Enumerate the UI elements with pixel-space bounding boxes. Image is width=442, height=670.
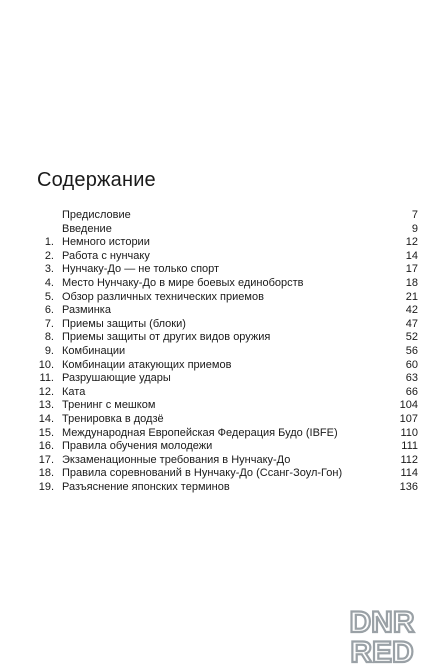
toc-title: Место Нунчаку-До в мире боевых единоборств <box>62 276 304 289</box>
toc-title: Предисловие <box>62 209 131 221</box>
toc-title: Правила соревнований в Нунчаку-До (Ссанг-Зоул-Гон) <box>62 467 343 480</box>
toc-page-number: 114 <box>400 467 418 480</box>
toc-number: 2. <box>44 249 54 262</box>
toc-row <box>36 481 418 495</box>
toc-row <box>36 399 418 413</box>
watermark-line-2: RED <box>350 636 414 665</box>
toc-row <box>36 304 418 318</box>
toc-number: 3. <box>44 263 54 276</box>
toc-title: Комбинации <box>62 344 126 357</box>
toc-page-number: 66 <box>405 385 418 398</box>
toc-page-number: 21 <box>405 290 418 303</box>
toc-row <box>36 427 418 441</box>
toc-number: 6. <box>44 304 54 317</box>
toc-page-number: 47 <box>405 317 418 330</box>
toc-number: 4. <box>44 276 54 289</box>
toc-page-number: 14 <box>405 249 418 262</box>
toc-title: Экзаменационные требования в Нунчаку-До <box>62 453 291 466</box>
toc-number: 18. <box>38 467 54 480</box>
table-of-contents <box>36 209 418 494</box>
toc-page-number: 7 <box>411 209 418 221</box>
toc-row <box>36 454 418 468</box>
toc-row <box>36 209 418 223</box>
toc-title: Приемы защиты (блоки) <box>62 317 186 330</box>
toc-title: Ката <box>62 385 86 398</box>
toc-page-number: 42 <box>405 304 418 317</box>
page-title: Содержание <box>37 169 156 192</box>
toc-title: Разъяснение японских терминов <box>62 480 230 493</box>
toc-title: Работа с нунчаку <box>62 249 150 262</box>
toc-number: 8. <box>44 331 54 344</box>
toc-number: 12. <box>38 385 54 398</box>
toc-number: 17. <box>38 453 54 466</box>
toc-number: 1. <box>44 236 54 249</box>
toc-page-number: 9 <box>411 222 418 235</box>
toc-number: 13. <box>38 399 54 412</box>
toc-page-number: 110 <box>400 426 418 439</box>
toc-number: 5. <box>44 290 54 303</box>
toc-number: 16. <box>38 440 54 453</box>
watermark-line-1: DNR <box>349 606 415 639</box>
toc-number: 14. <box>38 412 54 425</box>
toc-title: Приемы защиты от других видов оружия <box>62 331 271 344</box>
toc-row <box>36 467 418 481</box>
toc-page-number: 60 <box>405 358 418 371</box>
toc-number: 19. <box>38 480 54 493</box>
toc-row <box>36 291 418 305</box>
toc-page-number: 112 <box>400 453 418 466</box>
toc-number: 10. <box>38 358 54 371</box>
toc-number: 9. <box>44 344 54 357</box>
toc-title: Нунчаку-До — не только спорт <box>62 263 220 276</box>
toc-row <box>36 250 418 264</box>
toc-row <box>36 331 418 345</box>
toc-page-number: 63 <box>405 372 418 385</box>
toc-title: Тренировка в додзё <box>62 412 164 425</box>
toc-row <box>36 359 418 373</box>
toc-title: Разрушающие удары <box>62 372 171 385</box>
toc-row <box>36 277 418 291</box>
toc-row <box>36 440 418 454</box>
toc-number: 11. <box>39 372 54 385</box>
toc-page-number: 104 <box>399 399 418 412</box>
toc-page-number: 12 <box>405 236 418 249</box>
toc-page-number: 111 <box>401 440 418 453</box>
toc-row <box>36 372 418 386</box>
toc-title: Разминка <box>62 304 111 317</box>
toc-page-number: 107 <box>399 412 418 425</box>
dnr-red-logo <box>328 605 436 665</box>
toc-row <box>36 413 418 427</box>
toc-title: Правила обучения молодежи <box>62 440 213 453</box>
toc-title: Обзор различных технических приемов <box>62 290 264 303</box>
toc-row <box>36 236 418 250</box>
toc-page-number: 136 <box>399 480 418 493</box>
toc-page-number: 18 <box>405 276 418 289</box>
toc-row <box>36 223 418 237</box>
toc-row <box>36 345 418 359</box>
toc-title: Тренинг с мешком <box>62 399 156 412</box>
toc-number: 15. <box>38 426 54 439</box>
toc-title: Международная Европейская Федерация Будо (IBFE) <box>62 426 338 439</box>
toc-row <box>36 318 418 332</box>
watermark-logo <box>328 605 436 665</box>
toc-row <box>36 263 418 277</box>
toc-row <box>36 386 418 400</box>
toc-page-number: 52 <box>405 331 418 344</box>
toc-page-number: 17 <box>405 263 418 276</box>
toc-page-number: 56 <box>405 344 418 357</box>
toc-title: Введение <box>62 222 112 235</box>
toc-title: Комбинации атакующих приемов <box>62 358 232 371</box>
toc-title: Немного истории <box>62 236 150 249</box>
toc-number: 7. <box>44 317 54 330</box>
